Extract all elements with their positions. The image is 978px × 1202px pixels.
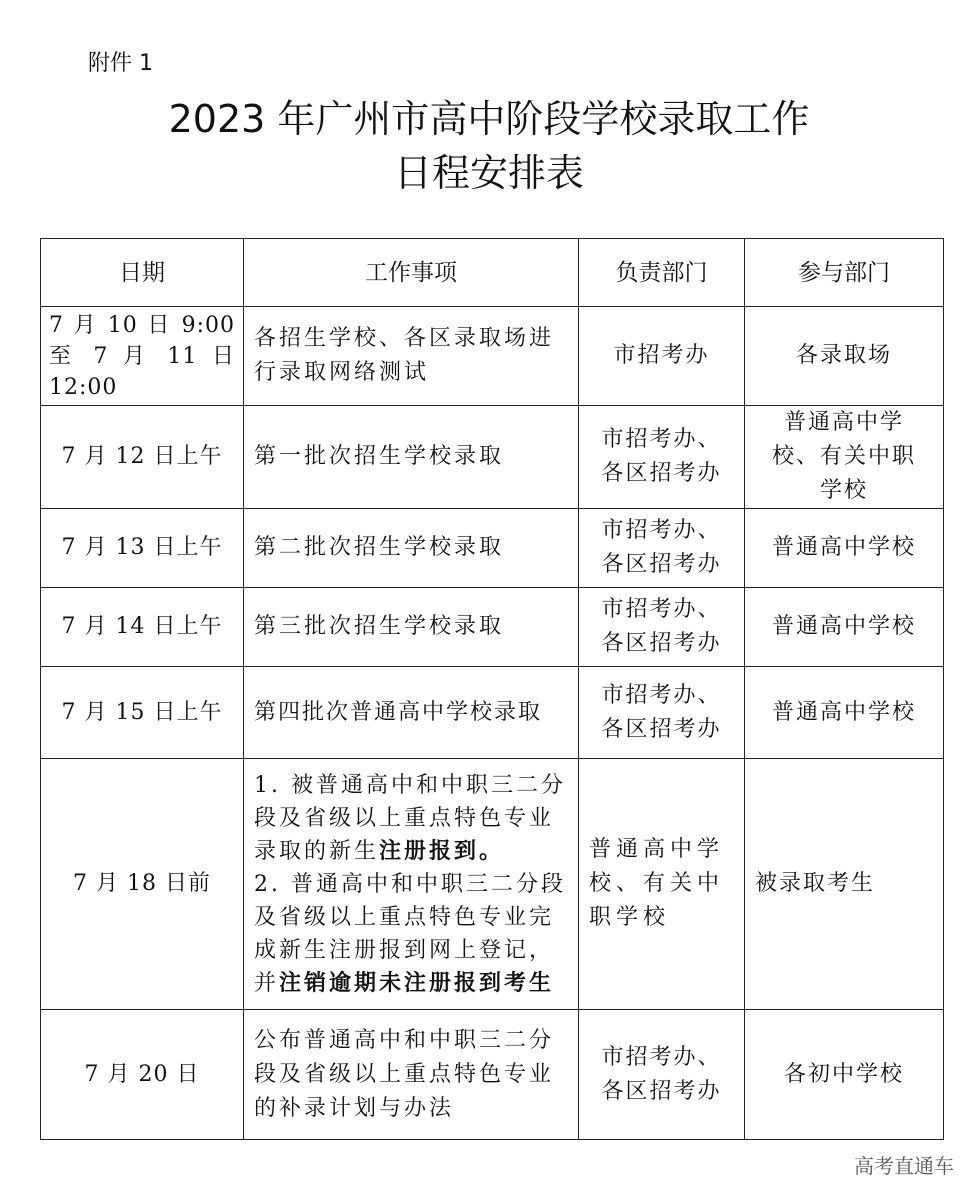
table-row xyxy=(41,509,944,588)
cell-task: 各招生学校、各区录取场进行录取网络测试 xyxy=(244,307,579,406)
date-line: 7 月 10 日 9:00 xyxy=(49,312,235,338)
responsible-line: 各区招考办 xyxy=(601,631,722,656)
cell-date: 7 月 12 日上午 xyxy=(41,406,244,509)
attachment-label: 附件 1 xyxy=(88,51,153,76)
responsible-line: 市招考办、 xyxy=(601,518,722,543)
participants-line: 校、有关中职 xyxy=(771,444,916,469)
responsible-line: 市招考办、 xyxy=(601,427,722,452)
date-line: 12:00 xyxy=(49,374,118,400)
responsible-line: 各区招考办 xyxy=(601,716,722,742)
cell-date: 7 月 13 日上午 xyxy=(41,509,244,588)
cell-date: 7 月 14 日上午 xyxy=(41,588,244,667)
table-row xyxy=(41,406,944,509)
cell-responsible xyxy=(579,406,745,509)
cell-task: 第四批次普通高中学校录取 xyxy=(244,667,579,759)
responsible-line: 市招考办、 xyxy=(601,1044,722,1070)
cell-task: 第一批次招生学校录取 xyxy=(244,406,579,509)
header-participants: 参与部门 xyxy=(745,239,944,307)
cell-participants: 普通高中学校 xyxy=(745,509,944,588)
header-task: 工作事项 xyxy=(244,239,579,307)
participants-line: 学校 xyxy=(819,478,868,503)
table-row xyxy=(41,667,944,759)
table-row xyxy=(41,1010,944,1140)
cell-task: 第二批次招生学校录取 xyxy=(244,509,579,588)
cell-participants: 被录取考生 xyxy=(745,759,944,1010)
page-title-line-2: 日程安排表 xyxy=(393,151,584,195)
cell-date: 7 月 15 日上午 xyxy=(41,667,244,759)
task-item-2-text: 2. 普通高中和中职三二分段及省级以上重点特色专业完成新生注册报到网上登记，并 xyxy=(254,871,566,996)
page-title-line-1: 2023 年广州市高中阶段学校录取工作 xyxy=(168,97,810,141)
cell-participants: 普通高中学校 xyxy=(745,667,944,759)
cell-responsible xyxy=(579,667,745,759)
cell-responsible xyxy=(579,588,745,667)
cell-task xyxy=(244,759,579,1010)
responsible-line: 各区招考办 xyxy=(601,552,722,577)
table-header-row xyxy=(41,239,944,307)
responsible-line: 市招考办、 xyxy=(601,597,722,622)
cell-responsible xyxy=(579,509,745,588)
table-row xyxy=(41,307,944,406)
responsible-line: 各区招考办 xyxy=(601,461,722,486)
cell-participants: 各录取场 xyxy=(745,307,944,406)
responsible-line: 各区招考办 xyxy=(601,1078,722,1104)
task-item-2 xyxy=(254,868,568,1000)
cell-date xyxy=(41,307,244,406)
cell-date: 7 月 18 日前 xyxy=(41,759,244,1010)
cell-participants: 各初中学校 xyxy=(745,1010,944,1140)
cell-task: 公布普通高中和中职三二分段及省级以上重点特色专业的补录计划与办法 xyxy=(244,1010,579,1140)
task-item-1-bold: 注册报到。 xyxy=(379,837,505,864)
cell-responsible xyxy=(579,1010,745,1140)
header-responsible: 负责部门 xyxy=(579,239,745,307)
table-row xyxy=(41,588,944,667)
task-item-2-bold: 注销逾期未注册报到考生 xyxy=(279,969,555,996)
date-line: 至 7 月 11 日 xyxy=(49,343,235,369)
cell-task: 第三批次招生学校录取 xyxy=(244,588,579,667)
table-row xyxy=(41,759,944,1010)
task-item-1 xyxy=(254,769,568,868)
cell-participants xyxy=(745,406,944,509)
cell-participants: 普通高中学校 xyxy=(745,588,944,667)
participants-line: 普通高中学 xyxy=(783,410,904,435)
header-date: 日期 xyxy=(41,239,244,307)
task-item-1-text: 1. 被普通高中和中职三二分段及省级以上重点特色专业录取的新生 xyxy=(254,772,566,864)
cell-responsible: 市招考办 xyxy=(579,307,745,406)
responsible-line: 市招考办、 xyxy=(601,682,722,708)
cell-date: 7 月 20 日 xyxy=(41,1010,244,1140)
watermark-text: 高考直通车 xyxy=(854,1154,954,1178)
schedule-table xyxy=(40,238,944,1140)
cell-responsible: 普通高中学校、有关中职学校 xyxy=(579,759,745,1010)
